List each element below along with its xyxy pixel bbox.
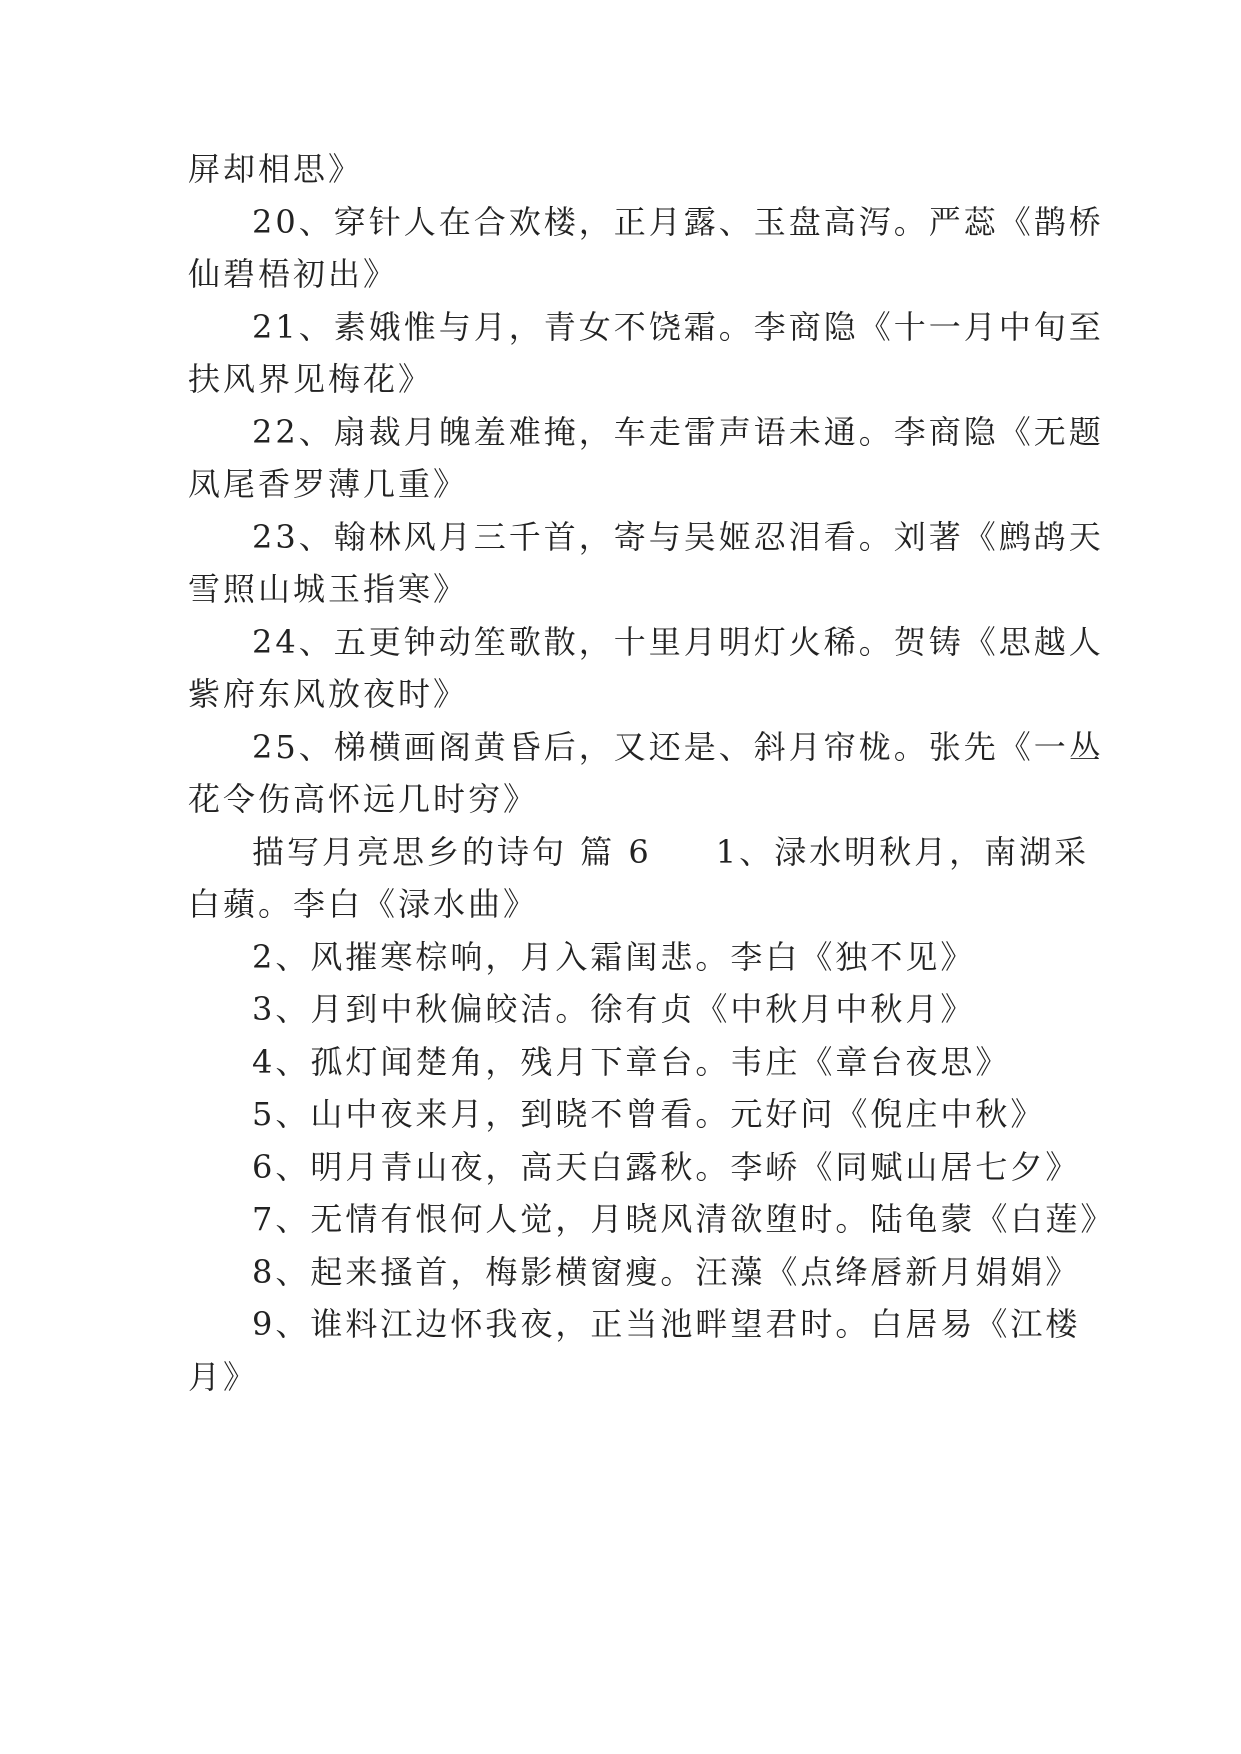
poem-line-4: 4、孤灯闻楚角，残月下章台。韦庄《章台夜思》: [252, 1043, 1011, 1081]
poem-line-5: 5、山中夜来月，到晓不曾看。元好问《倪庄中秋》: [252, 1095, 1046, 1133]
poem-line-24-tail: 紫府东风放夜时》: [188, 675, 469, 713]
poem-line-3: 3、月到中秋偏皎洁。徐有贞《中秋月中秋月》: [252, 990, 976, 1028]
section-heading: 描写月亮思乡的诗句 篇 6: [252, 833, 652, 871]
poem-line-25-tail: 花令伤高怀远几时穷》: [188, 780, 539, 818]
poem-line-19-tail: 屏却相思》: [188, 150, 364, 188]
poem-line-6: 6、明月青山夜，高天白露秋。李峤《同赋山居七夕》: [252, 1148, 1081, 1186]
poem-line-22-tail: 凤尾香罗薄几重》: [188, 465, 469, 503]
poem-line-21-tail: 扶风界见梅花》: [188, 360, 434, 398]
poem-line-25: 25、梯横画阁黄昏后，又还是、斜月帘栊。张先《一丛: [252, 728, 1104, 766]
poem-line-9-tail: 月》: [188, 1358, 259, 1396]
poem-line-1: 1、渌水明秋月，南湖采: [715, 833, 1090, 871]
poem-line-24: 24、五更钟动笙歌散，十里月明灯火稀。贺铸《思越人: [252, 623, 1104, 661]
section-heading-line: [252, 830, 1241, 874]
poem-line-20: 20、穿针人在合欢楼，正月露、玉盘高泻。严蕊《鹊桥: [252, 203, 1104, 241]
poem-line-20-tail: 仙碧梧初出》: [188, 255, 399, 293]
poem-line-2: 2、风摧寒棕响，月入霜闺悲。李白《独不见》: [252, 938, 976, 976]
poem-line-23: 23、翰林风月三千首，寄与吴姬忍泪看。刘著《鹧鸪天: [252, 518, 1104, 556]
poem-line-8: 8、起来搔首，梅影横窗瘦。汪藻《点绛唇新月娟娟》: [252, 1253, 1081, 1291]
poem-line-9: 9、谁料江边怀我夜，正当池畔望君时。白居易《江楼: [252, 1305, 1081, 1343]
poem-line-7: 7、无情有恨何人觉，月晓风清欲堕时。陆龟蒙《白莲》: [252, 1200, 1116, 1238]
poem-line-1-tail: 白蘋。李白《渌水曲》: [188, 885, 539, 923]
poem-line-23-tail: 雪照山城玉指寒》: [188, 570, 469, 608]
poem-line-21: 21、素娥惟与月，青女不饶霜。李商隐《十一月中旬至: [252, 308, 1104, 346]
poem-line-22: 22、扇裁月魄羞难掩，车走雷声语未通。李商隐《无题: [252, 413, 1104, 451]
